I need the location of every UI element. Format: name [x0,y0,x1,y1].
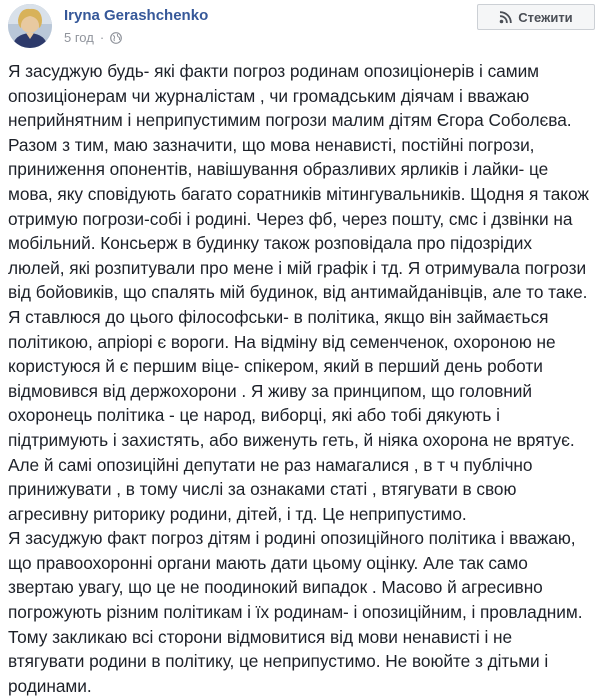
post-body-line: Тому закликаю всі сторони відмовитися від мови ненависті і не [8,626,513,647]
post-body-line: неприйнятним і неприпустимим погрози малим дітям Єгора Соболєва. [8,110,572,131]
rss-icon [499,11,512,24]
post-body-line: родинами. [8,675,92,696]
post-body-line: що правоохоронні органи мають дати цьому оцінку. Але так само [8,552,528,573]
post-body-line: приниження опонентів, навішування образливих ярликів і лайки- це [8,159,549,180]
meta-separator: · [99,30,105,45]
post-body-line: люлей, які розпитували про мене і мій графік і тд. Я отримувала погрози [8,257,587,278]
post-body-line: від бойовиків, що спалять мій будинок, від антимайданівців, але то таке. [8,282,588,303]
post-body-line: мова, яку сповідують багато соратників мітингувальників. Щодня я також [8,183,589,204]
post-meta [64,30,122,45]
post-body-line: агресивну риторику родини, дітей, і тд. Це неприпустимо. [8,503,467,524]
post-body-text [8,59,604,698]
post-body-line: погрожують різним політикам і їх родинам- і опозиційним, і провладним. [8,602,583,623]
post-body-line: отримую погрози-собі і родині. Через фб, через пошту, смс і дзвінки на [8,208,573,229]
globe-icon[interactable] [110,32,122,44]
post-body-line: мобільний. Консьерж в будинку також розповідала про підозрідих [8,233,532,254]
author-avatar[interactable] [8,4,52,48]
post-body-line: охоронець політика - це народ, виборці, які або тобі дякують і [8,405,500,426]
post-body-line: опозиціонерам чи журналістам , чи громадським діячам і вважаю [8,85,530,106]
follow-button[interactable] [477,4,595,30]
post-body-line: Я засуджую факт погроз дітям і родині опозиційного політика і вважаю, [8,528,576,549]
author-name-link[interactable]: Iryna Gerashchenko [64,7,209,24]
post-body-line: політикою, апріорі є вороги. На відміну від семенченок, охороною не [8,331,556,352]
post-body-line: Я засуджую будь- які факти погроз родинам опозиціонерів і самим [8,61,539,81]
post-body-line: втягувати родини в політику, це неприпустимо. Не воюйте з дітьми і [8,651,549,672]
post-body-line: звертаю увагу, що це не поодинокий випадок . Масово й агресивно [8,577,543,598]
post-body-line: Я ставлюся до цього філософськи- в політика, якщо він займається [8,306,549,327]
post-body-line: підтримують і захистять, або виженуть геть, й ніяка охорона не врятує. [8,429,575,450]
follow-button-label: Стежити [518,9,573,25]
post-body-line: принижувати , в тому числі за ознаками статі , втягувати в свою [8,479,517,500]
avatar-portrait-icon [8,4,52,48]
post-body-line: відмовився від держохорони . Я живу за принципом, що головний [8,380,532,401]
post-timestamp[interactable]: 5 год [64,30,94,45]
post-body-line: Разом з тим, маю зазначити, що мова ненависті, постійні погрози, [8,134,535,155]
post-body-line: Але й самі опозиційні депутати не раз намагалися , в т ч публічно [8,454,533,475]
post-body-line: користуюся й є першим віце- спікером, який в перший день роботи [8,356,543,377]
